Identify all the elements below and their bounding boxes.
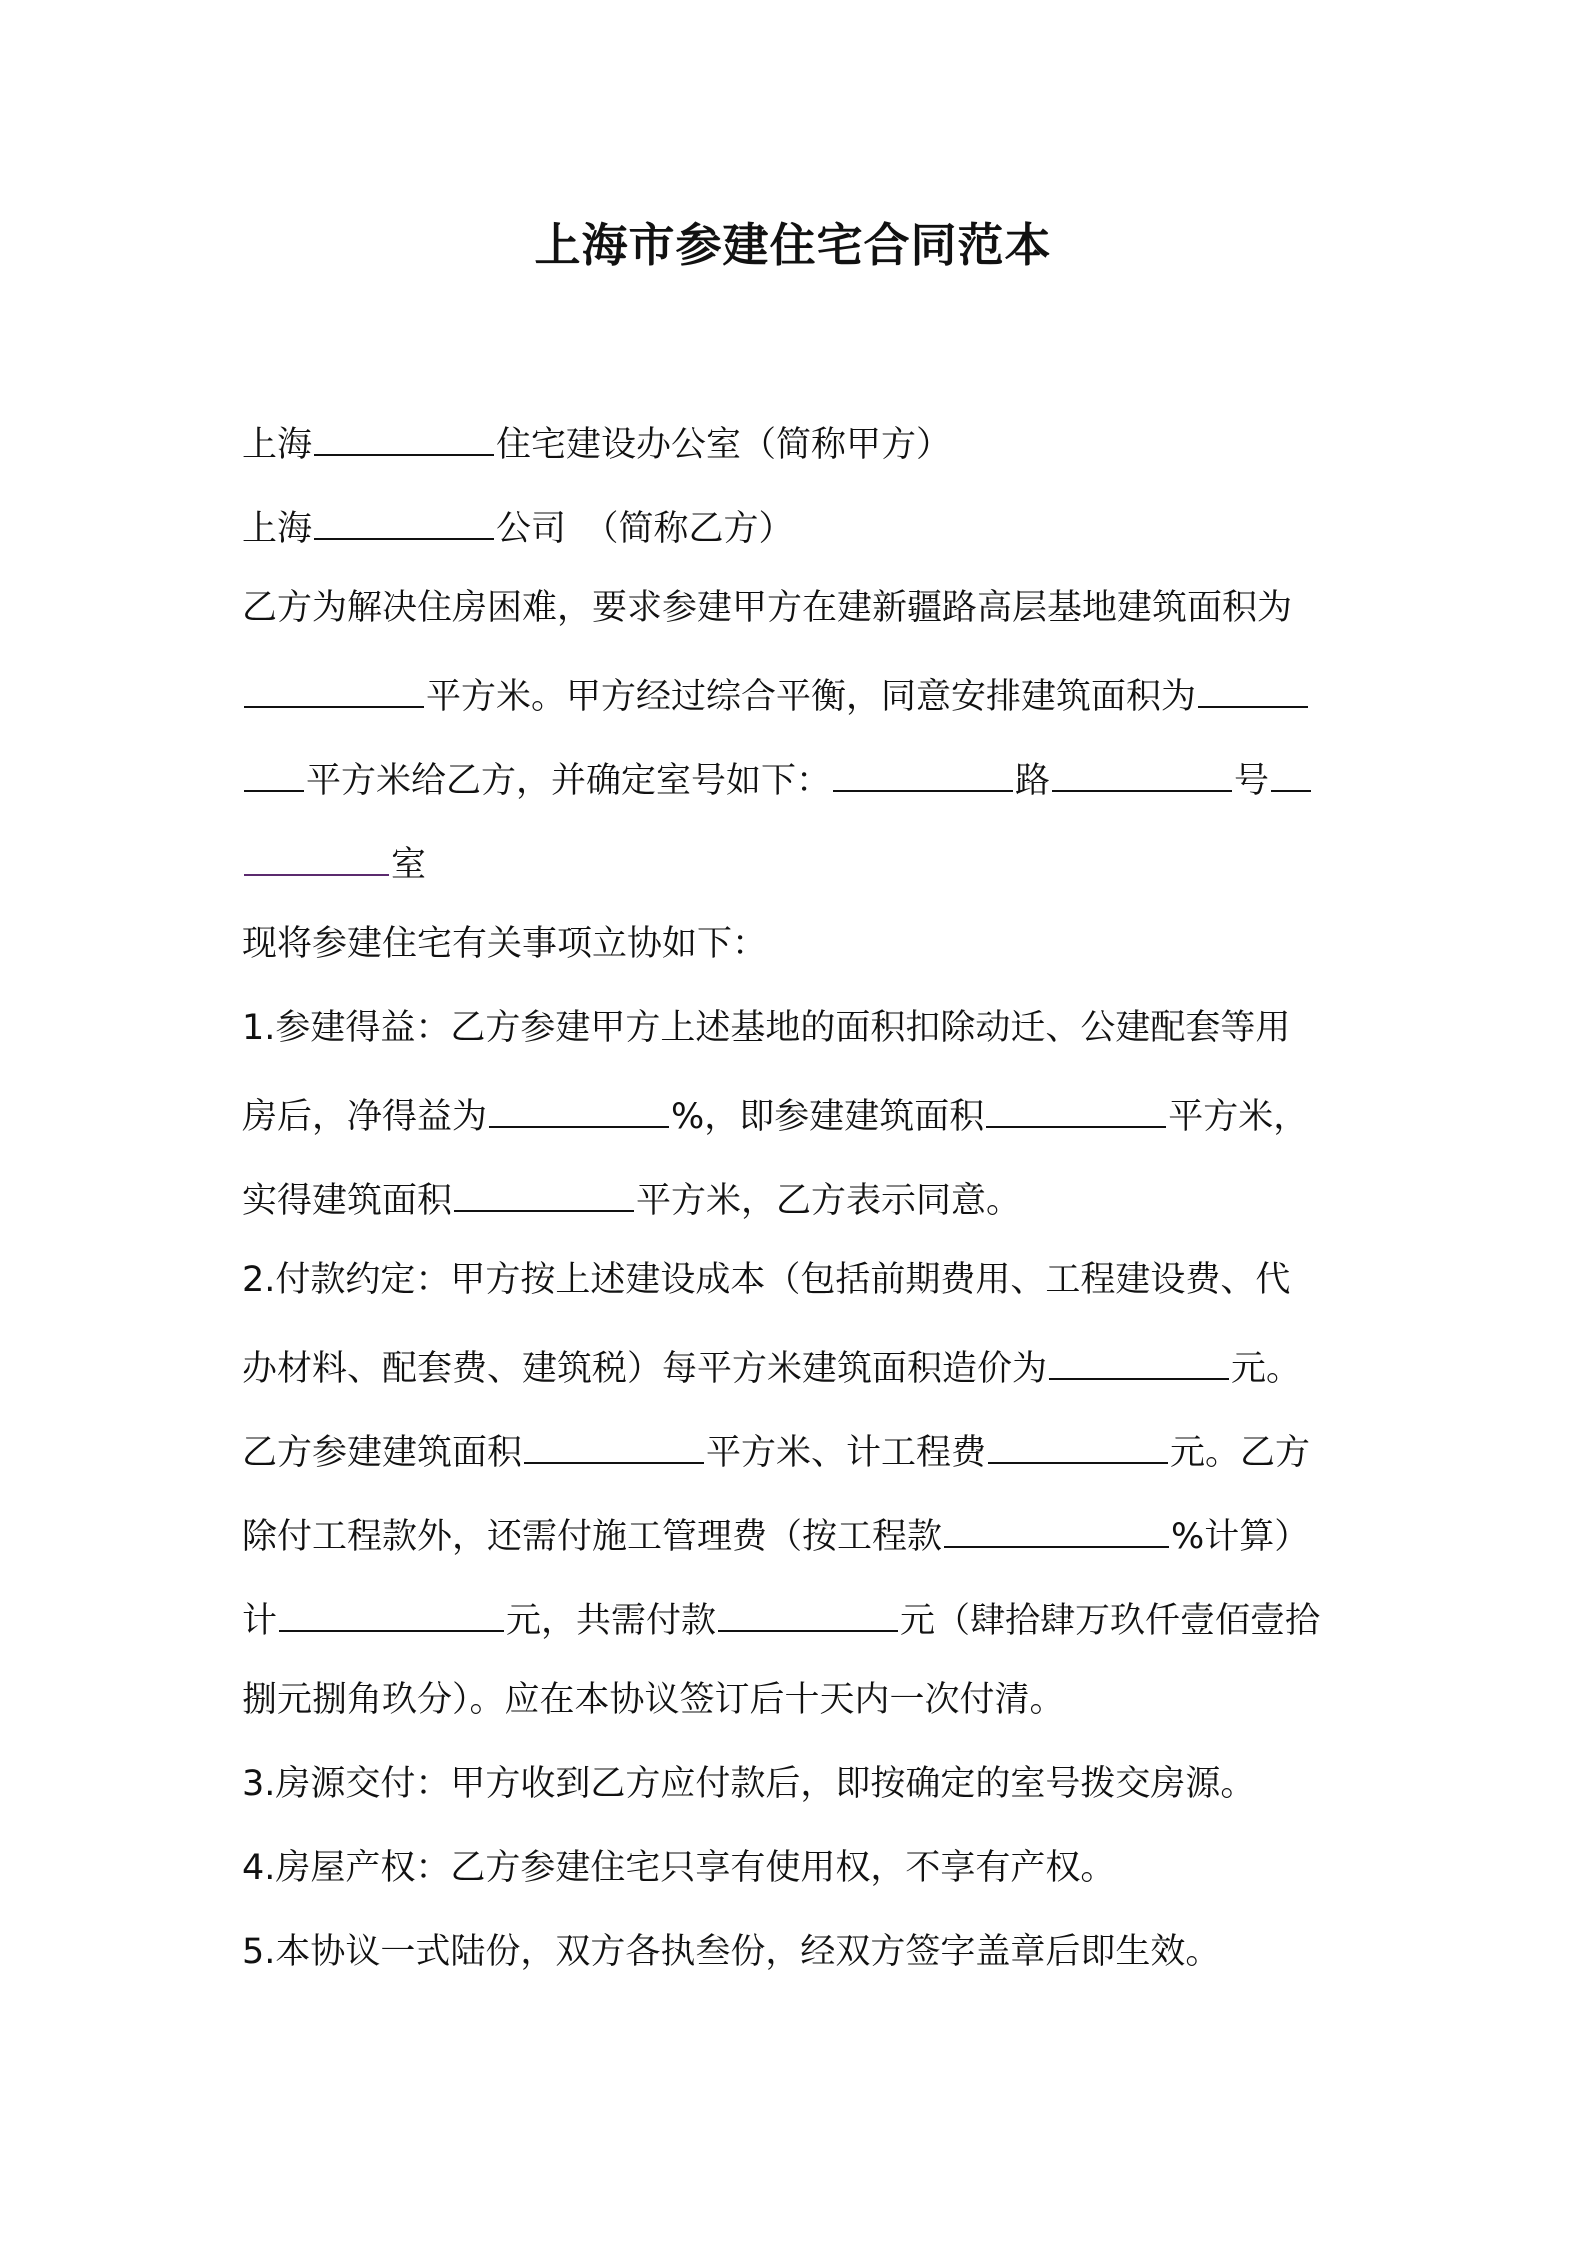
text: 1.参建得益：乙方参建甲方上述基地的面积扣除动迁、公建配套等用 bbox=[242, 1008, 1291, 1048]
clause-2-line bbox=[242, 1250, 1290, 1310]
blank-field[interactable] bbox=[944, 1502, 1169, 1548]
blank-field[interactable] bbox=[1198, 662, 1308, 708]
blank-field[interactable] bbox=[244, 830, 389, 876]
document-title: 上海市参建住宅合同范本 bbox=[534, 218, 1052, 272]
text: 现将参建住宅有关事项立协如下： bbox=[242, 924, 768, 964]
text: 办材料、配套费、建筑税）每平方米建筑面积造价为 bbox=[242, 1349, 1048, 1389]
text: 住宅建设办公室（简称甲方） bbox=[496, 425, 952, 465]
text: 除付工程款外，还需付施工管理费（按工程款 bbox=[242, 1517, 943, 1557]
text: 上海 bbox=[242, 425, 313, 465]
party-b-line bbox=[242, 494, 794, 559]
blank-field[interactable] bbox=[718, 1586, 898, 1632]
clause-2-line bbox=[242, 1418, 1310, 1483]
blank-field[interactable] bbox=[986, 1082, 1166, 1128]
text: %，即参建建筑面积 bbox=[671, 1097, 985, 1137]
blank-field[interactable] bbox=[244, 746, 304, 792]
text: 2.付款约定：甲方按上述建设成本（包括前期费用、工程建设费、代 bbox=[242, 1260, 1291, 1300]
text: 捌元捌角玖分）。应在本协议签订后十天内一次付清。 bbox=[242, 1680, 1065, 1720]
text: 平方米。甲方经过综合平衡，同意安排建筑面积为 bbox=[426, 677, 1197, 717]
text: 房后，净得益为 bbox=[242, 1097, 488, 1137]
text: 平方米、计工程费 bbox=[706, 1433, 987, 1473]
text: 平方米给乙方，并确定室号如下： bbox=[306, 761, 832, 801]
clause-2-line bbox=[242, 1586, 1320, 1651]
text: 平方米，乙方表示同意。 bbox=[636, 1181, 1022, 1221]
text: 元，共需付款 bbox=[506, 1601, 717, 1641]
paragraph-line bbox=[242, 914, 767, 974]
blank-field[interactable] bbox=[988, 1418, 1168, 1464]
blank-field[interactable] bbox=[244, 662, 424, 708]
clause-2-line bbox=[242, 1334, 1301, 1399]
text: %计算） bbox=[1171, 1517, 1310, 1557]
text: 上海 bbox=[242, 509, 313, 549]
text: 室 bbox=[391, 845, 427, 885]
text: 3.房源交付：甲方收到乙方应付款后，即按确定的室号拨交房源。 bbox=[242, 1764, 1256, 1804]
paragraph-line bbox=[242, 578, 1292, 638]
party-a-line bbox=[242, 410, 951, 475]
text: 乙方为解决住房困难，要求参建甲方在建新疆路高层基地建筑面积为 bbox=[242, 588, 1293, 628]
blank-field[interactable] bbox=[489, 1082, 669, 1128]
text: 计 bbox=[242, 1601, 278, 1641]
text: 路 bbox=[1015, 761, 1051, 801]
blank-field[interactable] bbox=[454, 1166, 634, 1212]
blank-field[interactable] bbox=[314, 494, 494, 540]
clause-1-line bbox=[242, 998, 1290, 1058]
paragraph-line bbox=[242, 746, 1313, 811]
text: 实得建筑面积 bbox=[242, 1181, 453, 1221]
text: 乙方参建建筑面积 bbox=[242, 1433, 523, 1473]
text: 4.房屋产权：乙方参建住宅只享有使用权，不享有产权。 bbox=[242, 1848, 1116, 1888]
blank-field[interactable] bbox=[1049, 1334, 1229, 1380]
blank-field[interactable] bbox=[524, 1418, 704, 1464]
text: 5.本协议一式陆份，双方各执叁份，经双方签字盖章后即生效。 bbox=[242, 1932, 1221, 1972]
blank-field[interactable] bbox=[833, 746, 1013, 792]
clause-2-line bbox=[242, 1502, 1309, 1567]
paragraph-line bbox=[242, 830, 426, 895]
clause-1-line bbox=[242, 1166, 1021, 1231]
paragraph-line bbox=[242, 662, 1310, 727]
text: 元。乙方 bbox=[1170, 1433, 1311, 1473]
blank-field[interactable] bbox=[279, 1586, 504, 1632]
text: 平方米， bbox=[1168, 1097, 1309, 1137]
clause-5-line bbox=[242, 1922, 1220, 1982]
blank-field[interactable] bbox=[314, 410, 494, 456]
text: 公司 （简称乙方） bbox=[496, 509, 794, 549]
clause-3-line bbox=[242, 1754, 1255, 1814]
clause-4-line bbox=[242, 1838, 1115, 1898]
clause-2-line bbox=[242, 1670, 1065, 1730]
blank-field[interactable] bbox=[1052, 746, 1232, 792]
text: 元。 bbox=[1231, 1349, 1302, 1389]
text: 号 bbox=[1234, 761, 1270, 801]
blank-field[interactable] bbox=[1271, 746, 1311, 792]
text: 元（肆拾肆万玖仟壹佰壹拾 bbox=[900, 1601, 1321, 1641]
clause-1-line bbox=[242, 1082, 1308, 1147]
